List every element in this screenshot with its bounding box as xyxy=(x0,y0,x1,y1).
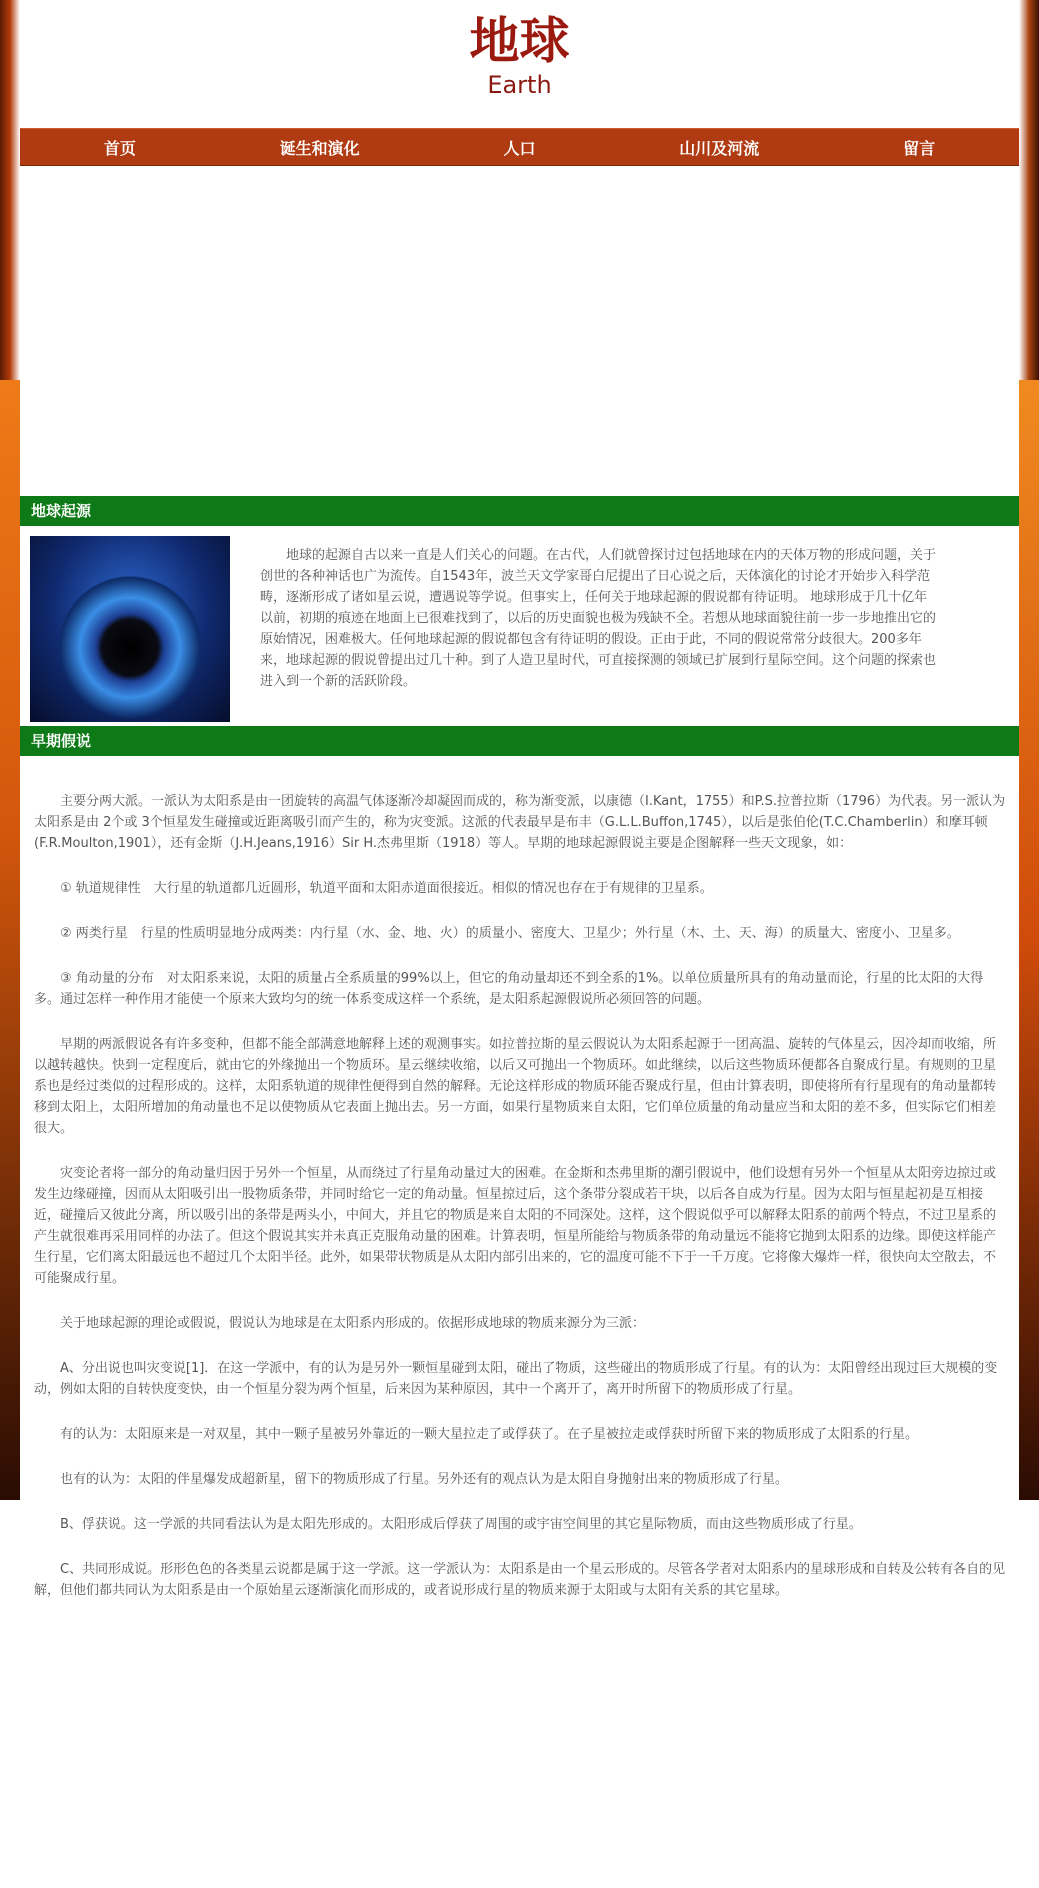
page-container xyxy=(20,0,1019,1625)
nav-item-home[interactable]: 首页 xyxy=(103,138,136,158)
banner-area xyxy=(20,166,1019,496)
origin-section xyxy=(20,526,1019,726)
main-nav xyxy=(20,128,1019,166)
paragraph: 主要分两大派。一派认为太阳系是由一团旋转的高温气体逐渐冷却凝固而成的，称为渐变派，以康德（I.Kant，1755）和P.S.拉普拉斯（1796）为代表。另一派认为太阳系是由 2个或 3个恒星发生碰撞或近距离吸引而产生的，称为灾变派。这派的代表最早是布丰（G.L.L.Buffon,1745），以后是张伯伦(T.C.Chamberlin）和摩耳顿(F.R.Moulton,1901），还有金斯（J.H.Jeans,1916）Sir H.杰弗里斯（1918）等人。早期的地球起源假说主要是企图解释一些天文现象，如： xyxy=(34,794,1006,851)
paragraph: ③ 角动量的分布 对太阳系来说，太阳的质量占全系质量的99%以上，但它的角动量却还不到全系的1%。以单位质量所具有的角动量而论，行星的比太阳的大得多。通过怎样一种作用才能使一个原来大致均匀的统一体系变成这样一个系统，是太阳系起源假说所必须回答的问题。 xyxy=(34,971,984,1007)
paragraph: 有的认为：太阳原来是一对双星，其中一颗子星被另外靠近的一颗大星拉走了或俘获了。在子星被拉走或俘获时所留下来的物质形成了太阳系的行星。 xyxy=(60,1427,919,1442)
section-heading-early-hypotheses: 早期假说 xyxy=(20,726,1019,756)
paragraph: ② 两类行星 行星的性质明显地分成两类：内行星（水、金、地、火）的质量小、密度大、卫星少；外行星（木、土、天、海）的质量大、密度小、卫星多。 xyxy=(60,926,960,941)
paragraph: A、分出说也叫灾变说[1]．在这一学派中，有的认为是另外一颗恒星碰到太阳，碰出了物质，这些碰出的物质形成了行星。有的认为：太阳曾经出现过巨大规模的变动，例如太阳的自转快度变快，由一个恒星分裂为两个恒星，后来因为某种原因，其中一个离开了，离开时所留下的物质形成了行星。 xyxy=(34,1361,998,1397)
nav-item-guestbook[interactable]: 留言 xyxy=(903,138,936,158)
site-subtitle: Earth xyxy=(487,71,552,99)
paragraph: 灾变论者将一部分的角动量归因于另外一个恒星，从而绕过了行星角动量过大的困难。在金斯和杰弗里斯的潮引假说中，他们设想有另外一个恒星从太阳旁边掠过或发生边缘碰撞，因而从太阳吸引出一股物质条带，并同时给它一定的角动量。恒星掠过后，这个条带分裂成若干块，以后各自成为行星。因为太阳与恒星起初是互相接近，碰撞后又彼此分离，所以吸引出的条带是两头小，中间大，并且它的物质是来自太阳的不同深处。这样，这个假说似乎可以解释太阳系的前两个特点，不过卫星系的产生就很难再采用同样的办法了。但这个假说其实并未真正克服角动量的困难。计算表明，恒星所能给与物质条带的角动量远不能将它抛到太阳系的边缘。即使这样能产生行星，它们离太阳最远也不超过几个太阳半径。此外，如果带状物质是从太阳内部引出来的，它的温度可能不下于一千万度。它将像大爆炸一样，很快向太空散去，不可能聚成行星。 xyxy=(34,1166,997,1286)
black-hole-image xyxy=(30,536,230,722)
paragraph: B、俘获说。这一学派的共同看法认为是太阳先形成的。太阳形成后俘获了周围的或宇宙空间里的其它星际物质，而由这些物质形成了行星。 xyxy=(60,1517,862,1532)
early-hypotheses-body xyxy=(20,756,1019,1601)
section-heading-origin: 地球起源 xyxy=(20,496,1019,526)
paragraph: 早期的两派假说各有许多变种，但都不能全部满意地解释上述的观测事实。如拉普拉斯的星云假说认为太阳系起源于一团高温、旋转的气体星云，因冷却而收缩，所以越转越快。快到一定程度后，就由它的外缘抛出一个物质环。星云继续收缩，以后又可抛出一个物质环。如此继续，以后这些物质环便都各自聚成行星。有规则的卫星系也是经过类似的过程形成的。这样，太阳系轨道的规律性便得到自然的解释。无论这样形成的物质环能否聚成行星，但由计算表明，即使将所有行星现有的角动量都转移到太阳上，太阳所增加的角动量也不足以使物质从它表面上抛出去。另一方面，如果行星物质来自太阳，它们单位质量的角动量应当和太阳的差不多，但实际它们相差很大。 xyxy=(34,1037,997,1136)
paragraph: 也有的认为：太阳的伴星爆发成超新星，留下的物质形成了行星。另外还有的观点认为是太阳自身抛射出来的物质形成了行星。 xyxy=(60,1472,789,1487)
nav-item-birth-evolution[interactable]: 诞生和演化 xyxy=(279,138,360,158)
nav-item-mountains-rivers[interactable]: 山川及河流 xyxy=(679,138,760,158)
site-title: 地球 xyxy=(469,12,570,70)
paragraph: 关于地球起源的理论或假说，假说认为地球是在太阳系内形成的。依据形成地球的物质来源分为三派： xyxy=(60,1316,646,1331)
nav-item-population[interactable]: 人口 xyxy=(503,138,536,158)
origin-text: 地球的起源自古以来一直是人们关心的问题。在古代，人们就曾探讨过包括地球在内的天体万物的形成问题，关于创世的各种神话也广为流传。自1543年，波兰天文学家哥白尼提出了日心说之后，天体演化的讨论才开始步入科学范畴，逐渐形成了诸如星云说，遭遇说等学说。但事实上，任何关于地球起源的假说都有待证明。 地球形成于几十亿年以前，初期的痕迹在地面上已很难找到了，以后的历史面貌也极为残缺不全。若想从地球面貌往前一步一步地推出它的原始情况，困难极大。任何地球起源的假说都包含有待证明的假设。正由于此，不同的假说常常分歧很大。200多年来，地球起源的假说曾提出过几十种。到了人造卫星时代，可直接探测的领域已扩展到行星际空间。这个问题的探索也进入到一个新的活跃阶段。 xyxy=(260,548,937,689)
paragraph: ① 轨道规律性 大行星的轨道都几近圆形，轨道平面和太阳赤道面很接近。相似的情况也存在于有规律的卫星系。 xyxy=(60,881,713,896)
paragraph: C、共同形成说。形形色色的各类星云说都是属于这一学派。这一学派认为：太阳系是由一个星云形成的。尽管各学者对太阳系内的星球形成和自转及公转有各自的见解，但他们都共同认为太阳系是由一个原始星云逐渐演化而形成的，或者说形成行星的物质来源于太阳或与太阳有关系的其它星球。 xyxy=(34,1562,1006,1598)
